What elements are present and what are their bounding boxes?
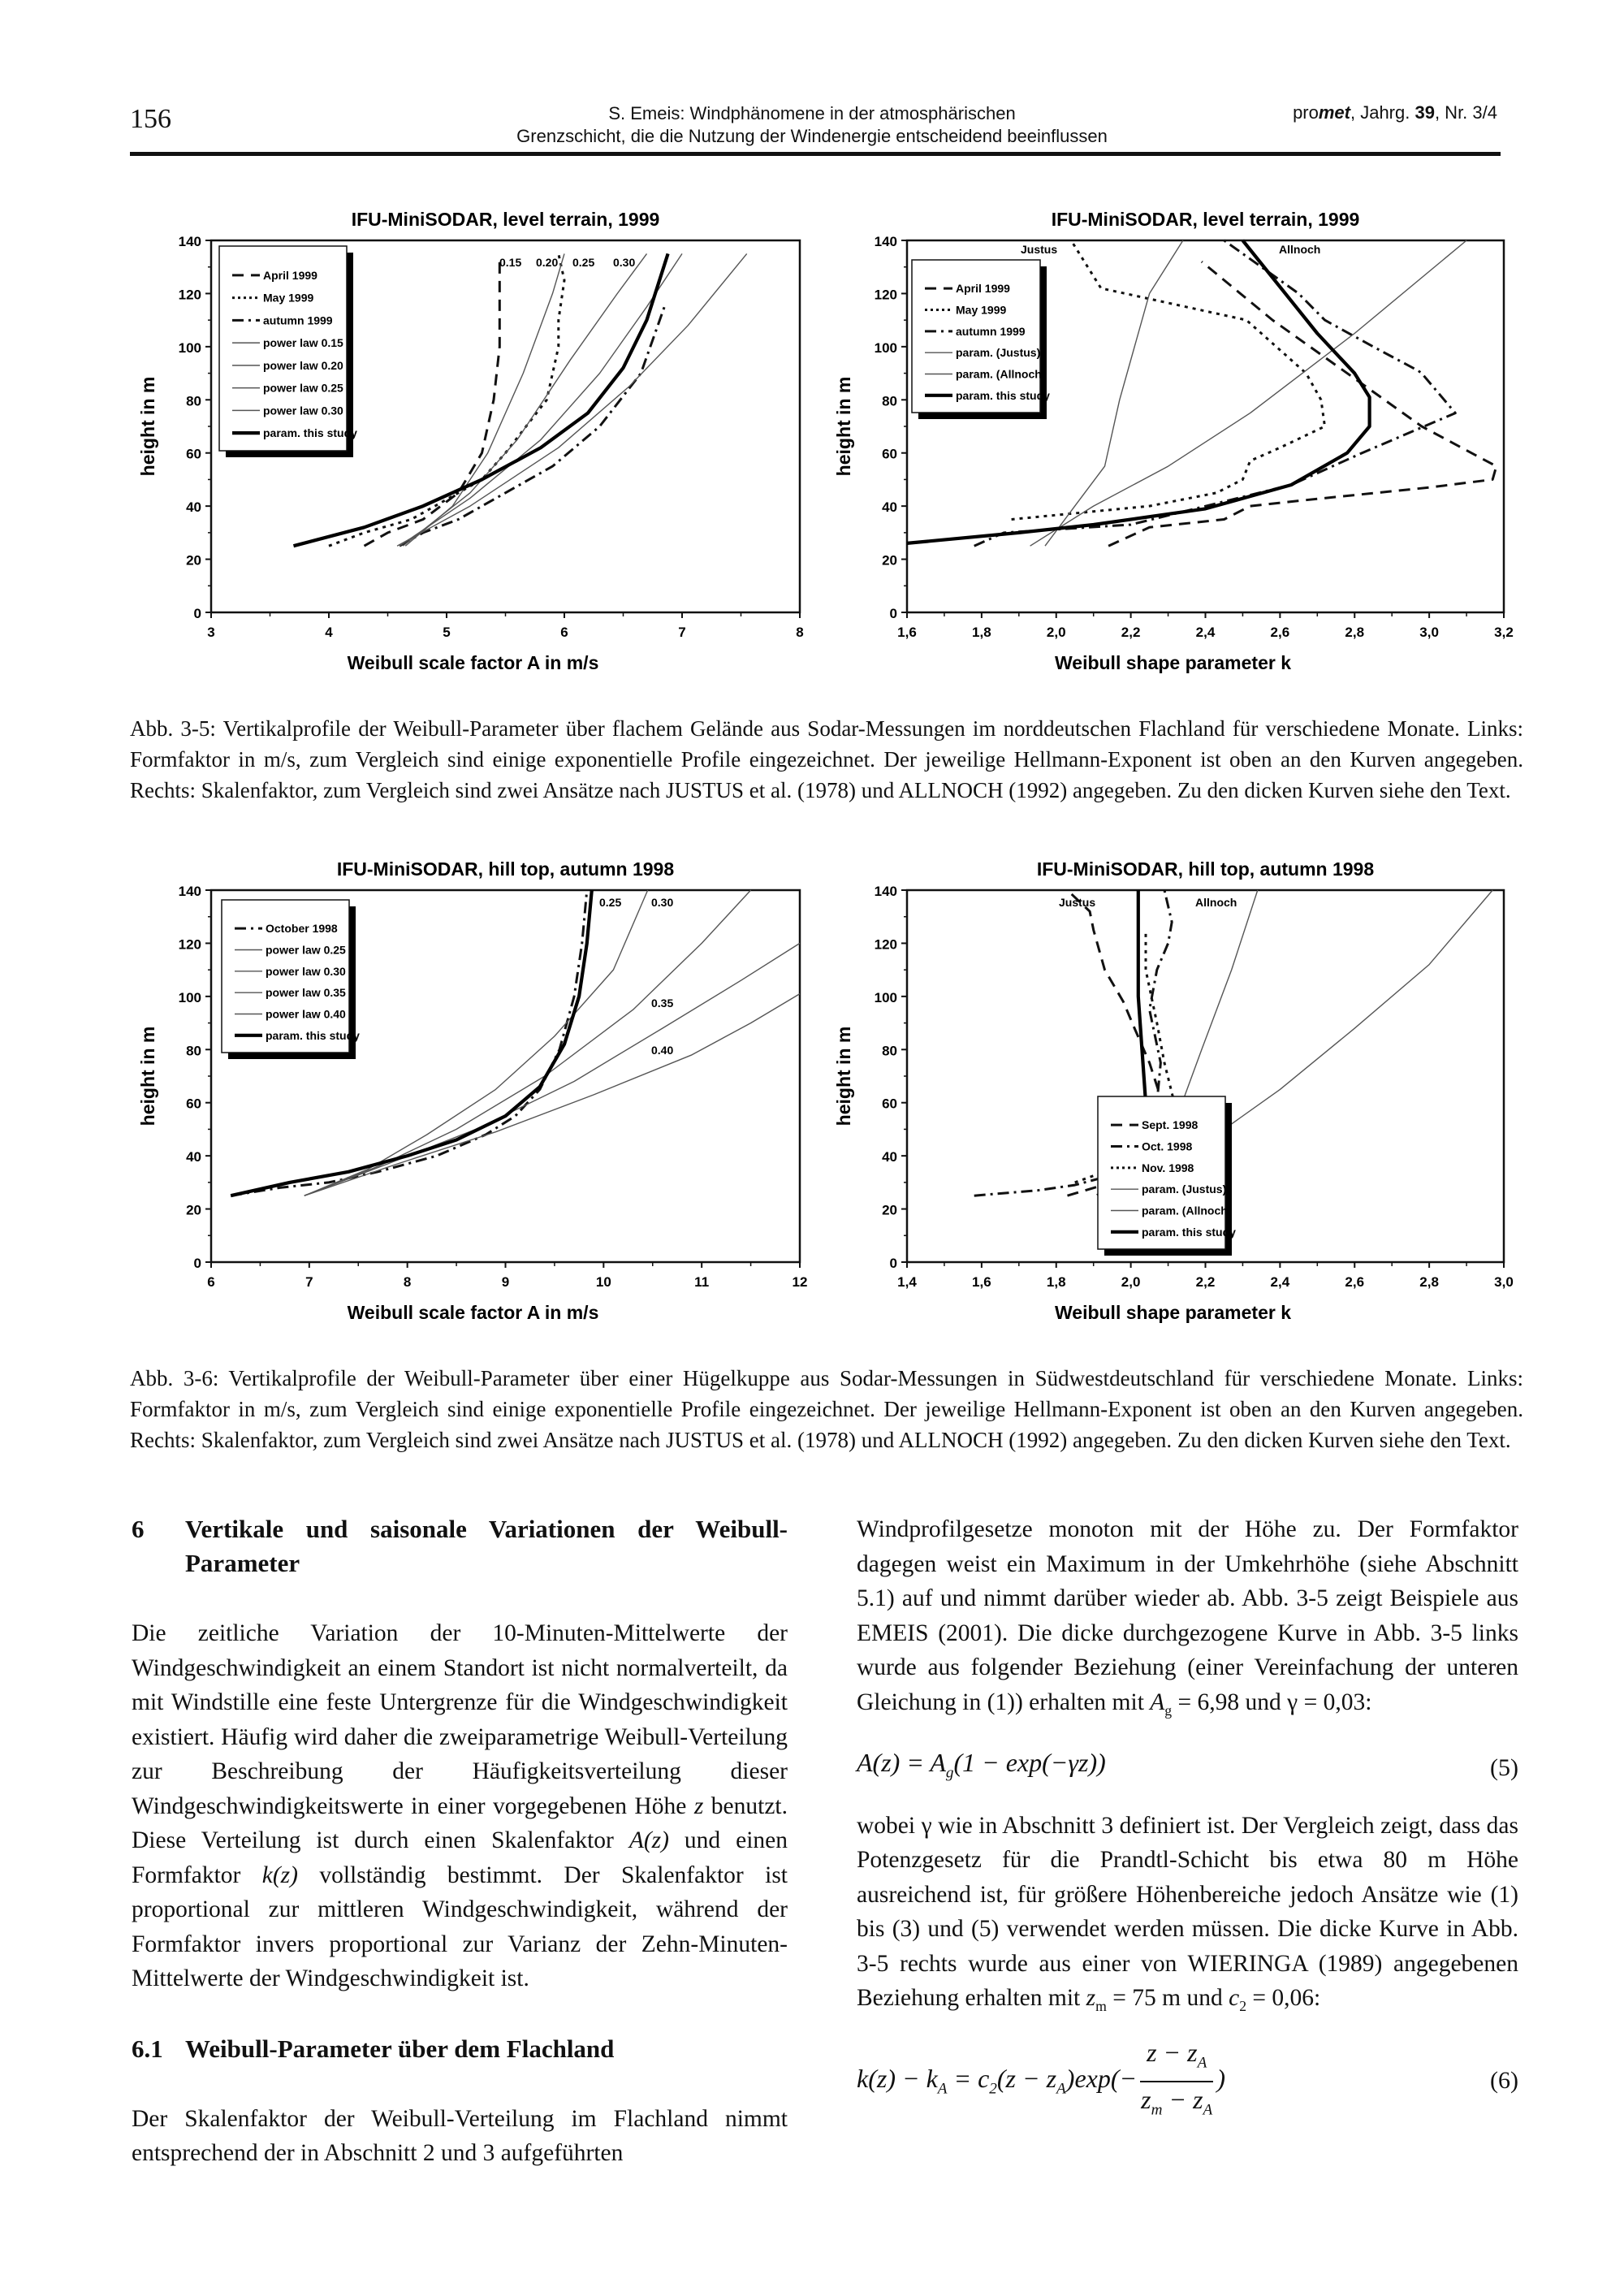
legend-label: Nov. 1998 (1142, 1161, 1194, 1174)
y-tick-label: 140 (178, 884, 201, 899)
running-title-line1: S. Emeis: Windphänomene in der atmosphärischen (608, 103, 1016, 123)
legend-label: param. (Justus) (1142, 1183, 1227, 1196)
curve-annotation: Allnoch (1195, 896, 1237, 909)
series-line (397, 253, 747, 546)
legend-label: power law 0.20 (263, 358, 343, 372)
legend-label: Sept. 1998 (1142, 1118, 1199, 1132)
legend-label: April 1999 (263, 268, 317, 282)
y-tick-label: 20 (882, 552, 897, 569)
y-tick-label: 120 (874, 287, 897, 303)
equation-5 (857, 1745, 1518, 1791)
x-tick-label: 2,6 (1345, 1274, 1365, 1290)
legend-label: Oct. 1998 (1142, 1139, 1193, 1153)
x-tick-label: 2,4 (1195, 625, 1216, 640)
series-line (1030, 240, 1467, 546)
y-tick-label: 60 (186, 1096, 201, 1112)
y-axis-label: height in m (137, 1026, 158, 1126)
y-tick-label: 140 (874, 234, 897, 249)
x-tick-label: 3,0 (1419, 625, 1439, 640)
y-tick-label: 140 (178, 234, 201, 249)
legend-label: power law 0.30 (263, 404, 343, 417)
x-tick-label: 1,6 (972, 1274, 991, 1290)
y-tick-label: 60 (882, 1096, 897, 1112)
y-axis-label: height in m (833, 376, 854, 477)
figure-caption-3-6: Abb. 3-6: Vertikalprofile der Weibull-Parameter über einer Hügelkuppe aus Sodar-Messungen in Südwestdeutschland für verschiedene Monate. Links: Formfaktor in m/s, zum Vergleich sind einige exponentielle Profile eingezeichnet. Der jeweilige Hellmann-Exponent ist oben an den Kurven angegeben. Rechts: Skalenfaktor, zum Vergleich sind zwei Ansätze nach JUSTUS et al. (1978) und ALLNOCH (1992) angegeben. Zu den dicken Kurven siehe den Text. (130, 1366, 1523, 1452)
x-tick-label: 3,0 (1494, 1274, 1514, 1290)
equation-5-body: $A(z) = A_g(1 - \exp(-\gamma z))$ (857, 1747, 1106, 1782)
legend-label: power law 0.30 (266, 964, 346, 978)
y-tick-label: 0 (889, 1256, 897, 1271)
legend-label: param. this study (266, 1028, 360, 1042)
x-axis-label: Weibull scale factor A in m/s (347, 1302, 599, 1323)
series-line (400, 307, 664, 546)
figure-caption-3-5: Abb. 3-5: Vertikalprofile der Weibull-Parameter über flachem Gelände aus Sodar-Messungen im norddeutschen Flachland für verschiedene Monate. Links: Formfaktor in m/s, zum Vergleich sind einige exponentielle Profile eingezeichnet. Der jeweilige Hellmann-Exponent ist oben an den Kurven angegeben. Rechts: Skalenfaktor, zum Vergleich sind zwei Ansätze nach JUSTUS et al. (1978) und ALLNOCH (1992) angegeben. Zu den dicken Kurven siehe den Text. (130, 716, 1523, 802)
chart-title: IFU-MiniSODAR, hill top, autumn 1998 (336, 858, 675, 880)
x-tick-label: 2,2 (1195, 1274, 1216, 1290)
y-tick-label: 80 (186, 1043, 201, 1059)
x-tick-label: 1,6 (897, 625, 917, 640)
journal-name-pre: pro (1293, 102, 1319, 123)
y-axis-label: height in m (833, 1026, 854, 1126)
curve-annotation: 0.30 (613, 256, 636, 269)
y-tick-label: 80 (882, 1043, 897, 1059)
y-tick-label: 0 (193, 1256, 201, 1271)
x-tick-label: 7 (305, 1274, 313, 1290)
y-tick-label: 140 (874, 884, 897, 899)
y-tick-label: 120 (874, 936, 897, 953)
left-column (132, 1512, 788, 2171)
legend-label: May 1999 (263, 291, 314, 305)
x-tick-label: 3,2 (1494, 625, 1514, 640)
paragraph-flachland: Der Skalenfaktor der Weibull-Verteilung im Flachland nimmt entsprechend der in Abschnitt 2 und 3 aufgeführten (132, 2105, 788, 2166)
journal-volume: 39 (1415, 102, 1435, 123)
y-tick-label: 80 (186, 393, 201, 409)
journal-issue: , Nr. 3/4 (1434, 102, 1497, 123)
x-tick-label: 11 (694, 1274, 710, 1290)
y-tick-label: 100 (178, 339, 201, 356)
chart-hill-top-scale-factor (130, 845, 828, 1332)
x-tick-label: 2,0 (1046, 625, 1066, 640)
legend-label: param. this study (956, 388, 1050, 402)
series-line (304, 994, 800, 1196)
header-rule (130, 152, 1501, 156)
paragraph-formfaktor: Windprofilgesetze monoton mit der Höhe zu. Der Formfaktor dagegen weist ein Maximum in der Umkehrhöhe (siehe Abschnitt 5.1) auf und nimmt darüber wieder ab. Abb. 3-5 zeigt Beispiele aus EMEIS (2001). Die dicke durchgezogene Kurve in Abb. 3-5 links wurde aus folgender Beziehung (einer Vereinfachung der unteren Gleichung in (1)) erhalten mit $A_g = 6,98$ und γ = 0,03: (857, 1516, 1518, 1719)
curve-annotation: 0.25 (599, 896, 622, 909)
x-tick-label: 5 (443, 625, 451, 640)
x-tick-label: 8 (403, 1274, 412, 1290)
y-axis-label: height in m (137, 376, 158, 477)
chart-level-terrain-scale-factor (130, 195, 828, 682)
curve-annotation: 0.25 (572, 256, 595, 269)
section-number: 6 (132, 1515, 145, 1543)
right-column (857, 1512, 1518, 2127)
section-heading-6 (132, 1512, 788, 1580)
x-tick-label: 9 (501, 1274, 510, 1290)
x-axis-label: Weibull shape parameter k (1054, 1302, 1292, 1323)
section-title: Weibull-Parameter über dem Flachland (185, 2034, 615, 2063)
x-tick-label: 1,8 (1046, 1274, 1066, 1290)
chart-title: IFU-MiniSODAR, level terrain, 1999 (351, 209, 660, 230)
y-tick-label: 0 (889, 606, 897, 621)
equation-number: (5) (1490, 1753, 1518, 1781)
x-tick-label: 12 (792, 1274, 808, 1290)
curve-annotation: 0.30 (651, 896, 674, 909)
series-line (304, 890, 648, 1196)
curve-annotation: 0.20 (536, 256, 559, 269)
legend-label: April 1999 (956, 282, 1010, 296)
x-tick-label: 6 (560, 625, 568, 640)
curve-annotation: 0.15 (499, 256, 522, 269)
x-tick-label: 7 (678, 625, 686, 640)
y-tick-label: 20 (186, 1202, 201, 1218)
x-tick-label: 2,6 (1270, 625, 1290, 640)
y-tick-label: 80 (882, 393, 897, 409)
legend-label: param. (Allnoch) (956, 367, 1046, 381)
journal-name-em: met (1318, 102, 1350, 123)
chart-hill-top-shape-parameter (828, 845, 1543, 1332)
y-tick-label: 40 (882, 499, 897, 516)
legend-label: autumn 1999 (263, 313, 333, 327)
legend-label: param. this study (263, 426, 357, 440)
y-tick-label: 100 (874, 339, 897, 356)
running-title (455, 102, 1169, 148)
equation-number: (6) (1490, 2067, 1518, 2095)
paragraph-vergleich: wobei γ wie in Abschnitt 3 definiert ist. Der Vergleich zeigt, dass das Potenzgesetz für die Prandtl-Schicht bis etwa 80 m Höhe ausreichend ist, für größere Höhenbereiche jedoch Ansätze wie (1) bis (3) und (5) verwendet werden müssen. Die dicke Kurve in Abb. 3-5 rechts wurde aus einer von WIERINGA (1989) angegebenen Beziehung erhalten mit $z_m = 75$ m und $c_2 = 0,06$: (857, 1812, 1518, 2015)
series-line (304, 890, 751, 1196)
x-tick-label: 4 (325, 625, 333, 640)
running-title-line2: Grenzschicht, die die Nutzung der Windenergie entscheidend beeinflussen (516, 126, 1108, 146)
y-tick-label: 40 (882, 1149, 897, 1165)
x-tick-label: 3 (207, 625, 215, 640)
legend-label: power law 0.25 (263, 381, 343, 395)
y-tick-label: 100 (874, 989, 897, 1005)
curve-annotation: 0.40 (651, 1044, 674, 1057)
curve-annotation: Justus (1021, 243, 1058, 256)
legend-label: May 1999 (956, 303, 1007, 317)
chart-title: IFU-MiniSODAR, level terrain, 1999 (1051, 209, 1360, 230)
equation-6 (857, 2035, 1518, 2128)
series-line (304, 943, 800, 1196)
x-tick-label: 2,4 (1270, 1274, 1290, 1290)
y-tick-label: 40 (186, 1149, 201, 1165)
x-tick-label: 2,8 (1345, 625, 1365, 640)
x-tick-label: 2,0 (1121, 1274, 1141, 1290)
legend-label: power law 0.35 (266, 986, 346, 1000)
legend-label: power law 0.15 (263, 336, 343, 350)
legend-label: October 1998 (266, 922, 338, 936)
chart-title: IFU-MiniSODAR, hill top, autumn 1998 (1036, 858, 1375, 880)
x-tick-label: 2,2 (1121, 625, 1141, 640)
legend-label: param. (Allnoch) (1142, 1204, 1232, 1217)
series-line (1045, 240, 1183, 546)
legend-label: power law 0.40 (266, 1007, 346, 1021)
x-tick-label: 1,8 (972, 625, 991, 640)
section-title: Vertikale und saisonale Variationen der Weibull-Parameter (185, 1515, 788, 1577)
y-tick-label: 0 (193, 606, 201, 621)
section-heading-6-1 (132, 2032, 788, 2066)
x-tick-label: 6 (207, 1274, 215, 1290)
journal-year: , Jahrg. (1350, 102, 1415, 123)
legend-label: power law 0.25 (266, 943, 346, 957)
paragraph-weibull-intro: Die zeitliche Variation der 10-Minuten-Mittelwerte der Windgeschwindigkeit an einem Standort ist nicht normalverteilt, da mit Windstille eine feste Untergrenze für die Windgeschwindigkeit existiert. Häufig wird daher die zweiparametrige Weibull-Verteilung zur Beschreibung der Häufigkeitsverteilung dieser Windgeschwindigkeitswerte in einer vorgegebenen Höhe z benutzt. Diese Verteilung ist durch einen Skalenfaktor A(z) und einen Formfaktor k(z) vollständig bestimmt. Der Skalenfaktor ist proportional zur mittleren Windgeschwindigkeit, während der Formfaktor invers proportional zur Varianz der Zehn-Minuten-Mittelwerte der Windgeschwindigkeit ist. (132, 1620, 788, 1991)
page-number: 156 (130, 104, 171, 134)
x-tick-label: 8 (796, 625, 804, 640)
y-tick-label: 60 (882, 446, 897, 462)
curve-annotation: 0.35 (651, 997, 674, 1010)
section-number: 6.1 (132, 2034, 163, 2063)
y-tick-label: 120 (178, 287, 201, 303)
y-tick-label: 120 (178, 936, 201, 953)
curve-annotation: Allnoch (1279, 243, 1321, 256)
x-tick-label: 10 (595, 1274, 611, 1290)
y-tick-label: 100 (178, 989, 201, 1005)
series-line (403, 253, 646, 546)
x-tick-label: 2,8 (1419, 1274, 1439, 1290)
legend-label: param. (Justus) (956, 346, 1041, 360)
y-tick-label: 20 (882, 1202, 897, 1218)
x-axis-label: Weibull shape parameter k (1054, 652, 1292, 673)
y-tick-label: 40 (186, 499, 201, 516)
chart-level-terrain-shape-parameter (828, 195, 1543, 682)
x-axis-label: Weibull scale factor A in m/s (347, 652, 599, 673)
journal-reference (1293, 102, 1497, 123)
equation-6-body: $k(z) - k_A = c_2(z - z_A)\exp(-$ $\frac{z - z_A}{z_m - z_A}$ ) (857, 2035, 1225, 2128)
legend-label: autumn 1999 (956, 324, 1026, 338)
curve-annotation: Justus (1059, 896, 1096, 909)
legend-label: param. this study (1142, 1225, 1236, 1239)
y-tick-label: 60 (186, 446, 201, 462)
x-tick-label: 1,4 (897, 1274, 917, 1290)
y-tick-label: 20 (186, 552, 201, 569)
